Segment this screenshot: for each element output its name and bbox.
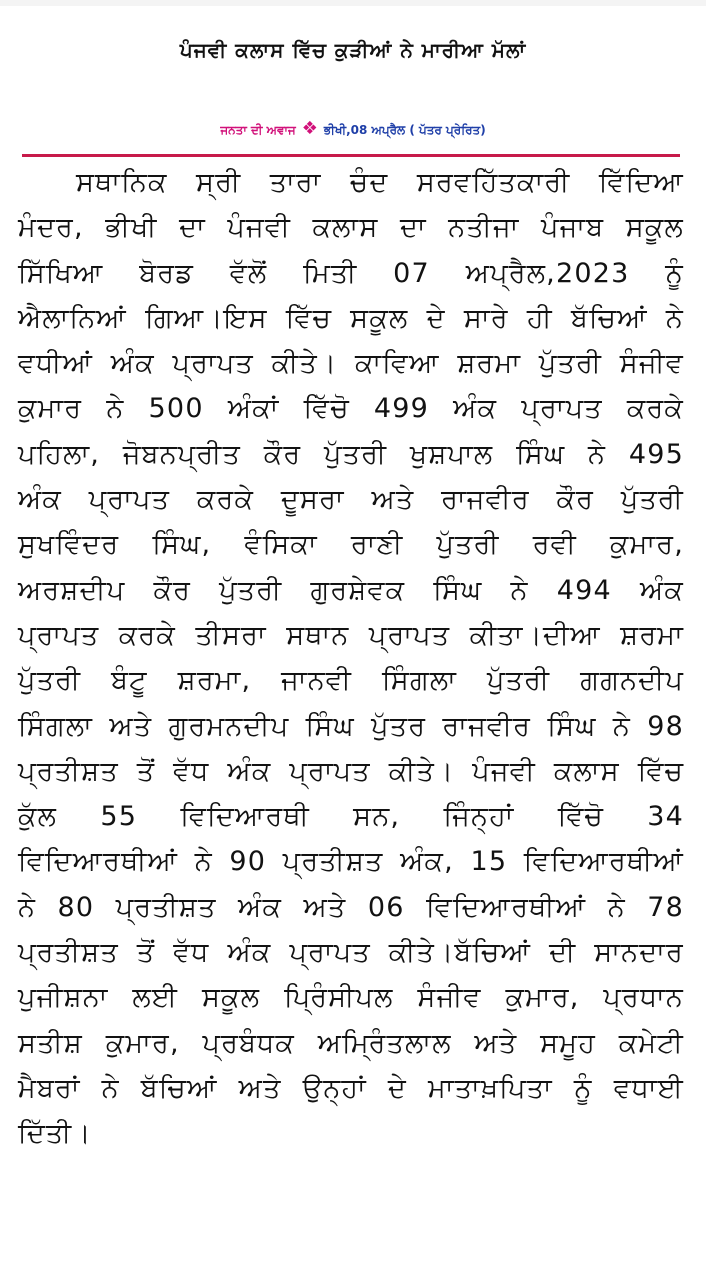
top-edge-strip [0, 0, 706, 6]
divider-rule [22, 154, 680, 157]
article-body [18, 160, 684, 1157]
diamond-separator-icon: ❖ [301, 118, 318, 139]
headline: ਪੰਜਵੀ ਕਲਾਸ ਵਿੱਚ ਕੁੜੀਆਂ ਨੇ ਮਾਰੀਆ ਮੱਲਾਂ [179, 38, 527, 62]
byline-source: ਜਨਤਾ ਦੀ ਅਵਾਜ [220, 123, 296, 137]
byline-place-date: ਭੀਖੀ,08 ਅਪ੍ਰੈਲ ( ਪੱਤਰ ਪ੍ਰੇਰਿਤ) [323, 123, 486, 137]
byline [0, 112, 706, 147]
article-body-text: ਸਥਾਨਿਕ ਸ੍ਰੀ ਤਾਰਾ ਚੰਦ ਸਰਵਹਿੱਤਕਾਰੀ ਵਿੱਦਿਆ ਮੰਦਰ, ਭੀਖੀ ਦਾ ਪੰਜਵੀ ਕਲਾਸ ਦਾ ਨਤੀਜਾ ਪੰਜਾਬ ਸਕੂਲ ਸਿੱਖਿਆ ਬੋਰਡ ਵੱਲੋਂ ਮਿਤੀ 07 ਅਪ੍ਰੈਲ,2023 ਨੂੰ ਐਲਾਨਿਆਂ ਗਿਆ।ਇਸ ਵਿੱਚ ਸਕੂਲ ਦੇ ਸਾਰੇ ਹੀ ਬੱਚਿਆਂ ਨੇ ਵਧੀਆਂ ਅੰਕ ਪ੍ਰਾਪਤ ਕੀਤੇ। ਕਾਵਿਆ ਸ਼ਰਮਾ ਪੁੱਤਰੀ ਸੰਜੀਵ ਕੁਮਾਰ ਨੇ 500 ਅੰਕਾਂ ਵਿੱਚੋ 499 ਅੰਕ ਪ੍ਰਾਪਤ ਕਰਕੇ ਪਹਿਲਾ, ਜੋਬਨਪ੍ਰੀਤ ਕੌਰ ਪੁੱਤਰੀ ਖੁਸ਼ਪਾਲ ਸਿੰਘ ਨੇ 495 ਅੰਕ ਪ੍ਰਾਪਤ ਕਰਕੇ ਦੂਸਰਾ ਅਤੇ ਰਾਜਵੀਰ ਕੌਰ ਪੁੱਤਰੀ ਸੁਖਵਿੰਦਰ ਸਿੰਘ, ਵੰਸਿਕਾ ਰਾਣੀ ਪੁੱਤਰੀ ਰਵੀ ਕੁਮਾਰ, ਅਰਸ਼ਦੀਪ ਕੌਰ ਪੁੱਤਰੀ ਗੁਰਸ਼ੇਵਕ ਸਿੰਘ ਨੇ 494 ਅੰਕ ਪ੍ਰਾਪਤ ਕਰਕੇ ਤੀਸਰਾ ਸਥਾਨ ਪ੍ਰਾਪਤ ਕੀਤਾ।ਦੀਆ ਸ਼ਰਮਾ ਪੁੱਤਰੀ ਬੰਟੂ ਸ਼ਰਮਾ, ਜਾਨਵੀ ਸਿੰਗਲਾ ਪੁੱਤਰੀ ਗਗਨਦੀਪ ਸਿੰਗਲਾ ਅਤੇ ਗੁਰਮਨਦੀਪ ਸਿੰਘ ਪੁੱਤਰ ਰਾਜਵੀਰ ਸਿੰਘ ਨੇ 98 ਪ੍ਰਤੀਸ਼ਤ ਤੋਂ ਵੱਧ ਅੰਕ ਪ੍ਰਾਪਤ ਕੀਤੇ। ਪੰਜਵੀ ਕਲਾਸ ਵਿੱਚ ਕੁੱਲ 55 ਵਿਦਿਆਰਥੀ ਸਨ, ਜਿੰਨ੍ਹਾਂ ਵਿੱਚੋ 34 ਵਿਦਿਆਰਥੀਆਂ ਨੇ 90 ਪ੍ਰਤੀਸ਼ਤ ਅੰਕ, 15 ਵਿਦਿਆਰਥੀਆਂ ਨੇ 80 ਪ੍ਰਤੀਸ਼ਤ ਅੰਕ ਅਤੇ 06 ਵਿਦਿਆਰਥੀਆਂ ਨੇ 78 ਪ੍ਰਤੀਸ਼ਤ ਤੋਂ ਵੱਧ ਅੰਕ ਪ੍ਰਾਪਤ ਕੀਤੇ।ਬੱਚਿਆਂ ਦੀ ਸਾਨਦਾਰ ਪੁਜੀਸ਼ਨਾ ਲਈ ਸਕੂਲ ਪ੍ਰਿੰਸੀਪਲ ਸੰਜੀਵ ਕੁਮਾਰ, ਪ੍ਰਧਾਨ ਸਤੀਸ਼ ਕੁਮਾਰ, ਪ੍ਰਬੰਧਕ ਅਮ੍ਰਿੰਤਲਾਲ ਅਤੇ ਸਮੂਹ ਕਮੇਟੀ ਮੈਬਰਾਂ ਨੇ ਬੱਚਿਆਂ ਅਤੇ ਉਨ੍ਹਾਂ ਦੇ ਮਾਤਾਖ਼ਪਿਤਾ ਨੂੰ ਵਧਾਈ ਦਿੱਤੀ। [18, 167, 684, 1150]
